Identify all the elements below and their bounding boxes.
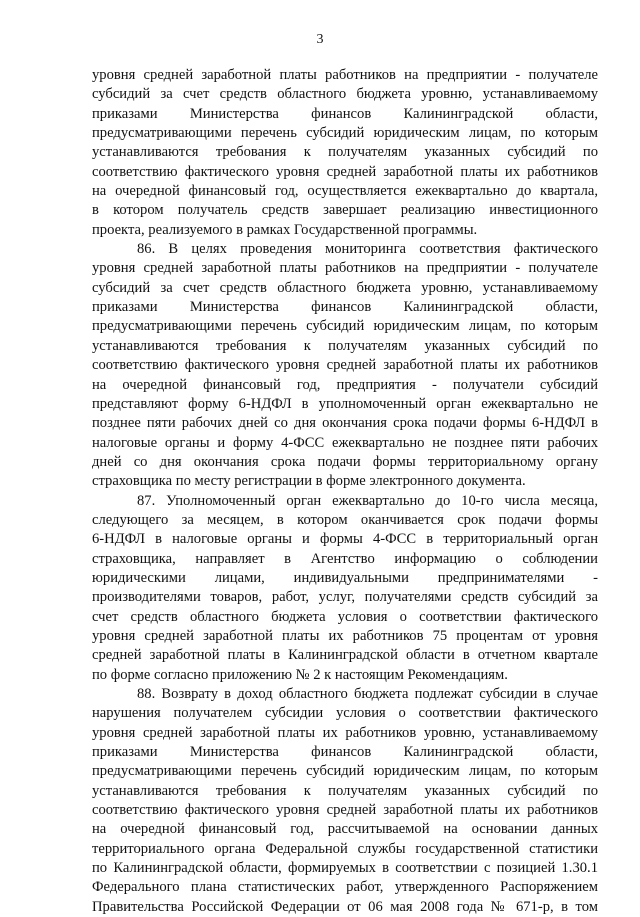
text-line: счет средств областного бюджета условия о соответствии фактического [92, 608, 598, 625]
text-line: предусматривающими перечень субсидий юридическим лицам, по которым [92, 125, 598, 142]
text-line: налоговые органы и форму 4-ФСС ежеквартально не позднее пяти рабочих [92, 434, 598, 451]
text-line: юридическими лицами, индивидуальными предпринимателями - [92, 569, 598, 586]
text-line: субсидий за счет средств областного бюджета уровню, устанавливаемому [92, 86, 598, 103]
text-line: Правительства Российской Федерации от 06 мая 2008 года № 671-р, в том [92, 898, 598, 915]
text-line: страховщика, направляет в Агентство информацию о соблюдении [92, 550, 598, 567]
text-line: проекта, реализуемого в рамках Государственной программы. [92, 221, 478, 238]
text-line: представляют форму 6-НДФЛ в уполномоченный орган ежеквартально не [92, 395, 598, 412]
text-line: на очередной финансовый год, осуществляется ежеквартально до квартала, [92, 183, 598, 200]
text-line: 88. Возврату в доход областного бюджета подлежат субсидии в случае [137, 686, 598, 702]
document-body [92, 66, 598, 917]
text-line: соответствию фактического уровня средней заработной платы их работников [92, 802, 598, 819]
text-line: уровня средней заработной платы работников на предприятии - получателе [92, 260, 598, 277]
text-line: приказами Министерства финансов Калининградской области, [92, 105, 598, 122]
text-line: уровня средней заработной платы их работников 75 процентам от уровня [92, 627, 598, 644]
text-line: устанавливаются требования к получателям указанных субсидий по [92, 337, 598, 354]
text-line: Федерального плана статистических работ, утвержденного Распоряжением [92, 879, 598, 896]
text-line: производителями товаров, работ, услуг, получателями средств субсидий за [92, 589, 598, 606]
text-line: приказами Министерства финансов Калининградской области, [92, 744, 598, 761]
text-line: 6-НДФЛ в налоговые органы и формы 4-ФСС в территориальный орган [92, 531, 598, 548]
text-line: следующего за месяцем, в котором оканчивается срок подачи формы [92, 511, 598, 528]
text-line: соответствию фактического уровня средней заработной платы их работников [92, 357, 598, 374]
text-line: 87. Уполномоченный орган ежеквартально до 10-го числа месяца, [137, 492, 598, 509]
text-line: нарушения получателем субсидии условия о соответствии фактического [92, 705, 598, 722]
page-number: 3 [316, 32, 324, 47]
text-line: уровня средней заработной платы работников на предприятии - получателе [92, 67, 598, 83]
text-line: по форме согласно приложению № 2 к настоящим Рекомендациям. [92, 666, 508, 683]
text-line: приказами Министерства финансов Калининградской области, [92, 299, 598, 316]
text-line: субсидий за счет средств областного бюджета уровню, устанавливаемому [92, 279, 598, 296]
text-line: страховщика по месту регистрации в форме электронного документа. [92, 473, 526, 490]
text-line: на очередной финансовый год, предприятия - получатели субсидий [92, 376, 598, 393]
text-line: соответствию фактического уровня средней заработной платы их работников [92, 163, 598, 180]
text-line: 86. В целях проведения мониторинга соответствия фактического [137, 241, 598, 258]
text-line: в котором получатель средств завершает реализацию инвестиционного [92, 202, 598, 219]
text-line: дней со дня окончания срока подачи формы территориальному органу [92, 453, 598, 470]
text-line: устанавливаются требования к получателям указанных субсидий по [92, 782, 598, 799]
text-line: позднее пяти рабочих дней со дня окончания срока подачи формы 6-НДФЛ в [92, 415, 598, 432]
text-line: по Калининградской области, формируемых в соответствии с позицией 1.30.1 [92, 860, 598, 877]
text-line: территориального органа Федеральной службы государственной статистики [92, 840, 598, 857]
text-line: предусматривающими перечень субсидий юридическим лицам, по которым [92, 763, 598, 780]
text-line: уровня средней заработной платы их работников уровню, устанавливаемому [92, 724, 598, 741]
text-line: на очередной финансовый год, рассчитываемой на основании данных [92, 821, 598, 838]
text-line: средней заработной платы в Калининградской области в отчетном квартале [92, 647, 598, 664]
text-line: устанавливаются требования к получателям указанных субсидий по [92, 144, 598, 161]
text-line: предусматривающими перечень субсидий юридическим лицам, по которым [92, 318, 598, 335]
